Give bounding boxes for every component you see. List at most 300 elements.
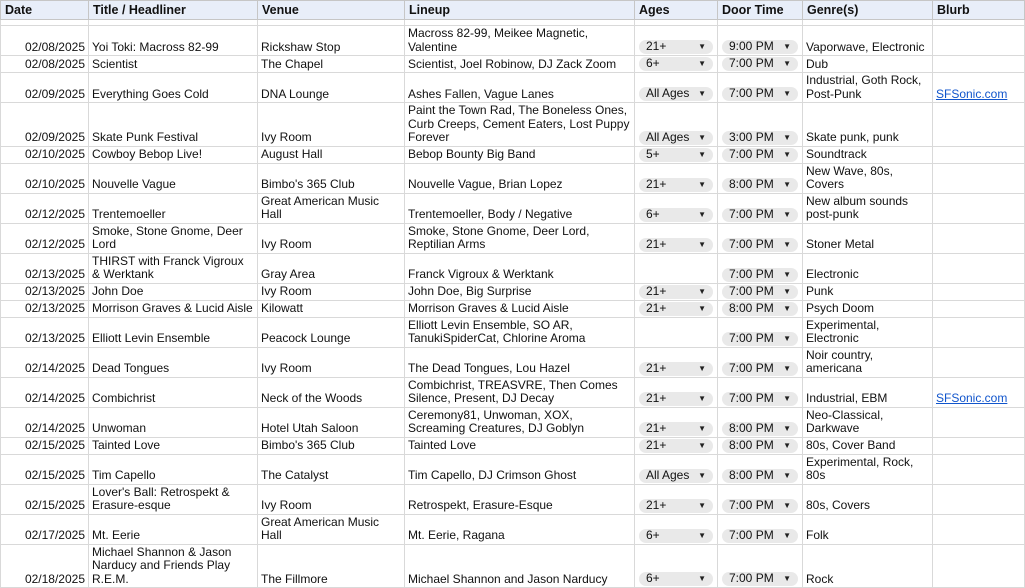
cell-blurb[interactable] <box>933 193 1025 223</box>
door-time-value: 7:00 PM <box>729 236 774 251</box>
table-row[interactable] <box>1 163 1025 193</box>
cell-genres[interactable]: Industrial, EBM <box>803 377 933 407</box>
header-date[interactable]: Date <box>1 1 89 20</box>
cell-title[interactable]: Michael Shannon & Jason Narducy and Friends Play R.E.M. <box>89 544 258 588</box>
ages-value: 21+ <box>646 390 667 405</box>
cell-genres[interactable]: Electronic <box>803 253 933 283</box>
cell-blurb[interactable] <box>933 253 1025 283</box>
cell-genres[interactable]: Punk <box>803 283 933 300</box>
cell-ages[interactable] <box>635 317 718 347</box>
table-row[interactable] <box>1 26 1025 56</box>
dropdown-arrow-icon[interactable]: ▼ <box>783 269 791 279</box>
table-row[interactable] <box>1 347 1025 377</box>
cell-date[interactable]: 02/15/2025 <box>1 454 89 484</box>
dropdown-arrow-icon[interactable]: ▼ <box>698 89 706 99</box>
door-time-value: 7:00 PM <box>729 206 774 221</box>
dropdown-arrow-icon[interactable]: ▼ <box>783 333 791 343</box>
ages-dropdown[interactable] <box>639 208 713 222</box>
cell-ages[interactable] <box>635 454 718 484</box>
cell-lineup[interactable]: Retrospekt, Erasure-Esque <box>405 484 635 514</box>
door-time-value: 7:00 PM <box>729 390 774 405</box>
cell-genres[interactable]: Experimental, Rock, 80s <box>803 454 933 484</box>
header-lineup[interactable]: Lineup <box>405 1 635 20</box>
ages-dropdown[interactable] <box>639 499 713 513</box>
dropdown-arrow-icon[interactable]: ▼ <box>783 393 791 403</box>
door-time-value: 7:00 PM <box>729 56 774 71</box>
cell-venue[interactable]: Peacock Lounge <box>258 317 405 347</box>
door-time-value: 7:00 PM <box>729 86 774 101</box>
dropdown-arrow-icon[interactable]: ▼ <box>783 423 791 433</box>
cell-title[interactable]: Dead Tongues <box>89 347 258 377</box>
door-time-value: 8:00 PM <box>729 420 774 435</box>
cell-lineup[interactable]: Smoke, Stone Gnome, Deer Lord, Reptilian Arms <box>405 223 635 253</box>
door-time-value: 9:00 PM <box>729 39 774 54</box>
dropdown-arrow-icon[interactable]: ▼ <box>783 286 791 296</box>
cell-blurb[interactable] <box>933 317 1025 347</box>
dropdown-arrow-icon[interactable]: ▼ <box>783 209 791 219</box>
ages-dropdown[interactable] <box>639 529 713 543</box>
cell-date[interactable]: 02/14/2025 <box>1 347 89 377</box>
cell-genres[interactable]: Rock <box>803 544 933 588</box>
cell-ages[interactable] <box>635 347 718 377</box>
dropdown-arrow-icon[interactable]: ▼ <box>698 423 706 433</box>
ages-value: 21+ <box>646 236 667 251</box>
cell-lineup[interactable]: John Doe, Big Surprise <box>405 283 635 300</box>
cell-lineup[interactable]: Franck Vigroux & Werktank <box>405 253 635 283</box>
cell-date[interactable]: 02/14/2025 <box>1 407 89 437</box>
cell-title[interactable]: Trentemoeller <box>89 193 258 223</box>
ages-value: 21+ <box>646 300 667 315</box>
dropdown-arrow-icon[interactable]: ▼ <box>783 59 791 69</box>
door-time-value: 8:00 PM <box>729 437 774 452</box>
cell-door-time[interactable] <box>718 484 803 514</box>
cell-blurb[interactable] <box>933 163 1025 193</box>
cell-blurb[interactable] <box>933 73 1025 103</box>
dropdown-arrow-icon[interactable]: ▼ <box>698 132 706 142</box>
door-time-dropdown[interactable] <box>722 362 798 376</box>
cell-genres[interactable]: Neo-Classical, Darkwave <box>803 407 933 437</box>
door-time-dropdown[interactable] <box>722 529 798 543</box>
door-time-dropdown[interactable] <box>722 439 798 453</box>
cell-blurb[interactable] <box>933 300 1025 317</box>
ages-value: All Ages <box>646 467 690 482</box>
cell-door-time[interactable] <box>718 223 803 253</box>
dropdown-arrow-icon[interactable]: ▼ <box>783 89 791 99</box>
blurb-link[interactable]: SFSonic.com <box>936 391 1008 405</box>
door-time-value: 8:00 PM <box>729 300 774 315</box>
cell-date[interactable]: 02/08/2025 <box>1 26 89 56</box>
door-time-value: 3:00 PM <box>729 129 774 144</box>
cell-title[interactable]: John Doe <box>89 283 258 300</box>
cell-lineup[interactable]: Tainted Love <box>405 437 635 454</box>
cell-title[interactable]: Morrison Graves & Lucid Aisle <box>89 300 258 317</box>
dropdown-arrow-icon[interactable]: ▼ <box>698 470 706 480</box>
cell-genres[interactable]: New Wave, 80s, Covers <box>803 163 933 193</box>
cell-door-time[interactable] <box>718 283 803 300</box>
cell-title[interactable]: Yoi Toki: Macross 82-99 <box>89 26 258 56</box>
header-blurb[interactable]: Blurb <box>933 1 1025 20</box>
blurb-link[interactable]: SFSonic.com <box>936 86 1008 101</box>
dropdown-arrow-icon[interactable]: ▼ <box>698 239 706 249</box>
ages-value: 21+ <box>646 437 667 452</box>
cell-ages[interactable] <box>635 253 718 283</box>
ages-value: All Ages <box>646 86 690 101</box>
ages-value: 6+ <box>646 527 660 542</box>
cell-blurb[interactable] <box>933 514 1025 544</box>
ages-dropdown[interactable] <box>639 131 713 145</box>
cell-title[interactable]: Elliott Levin Ensemble <box>89 317 258 347</box>
cell-venue[interactable]: Bimbo's 365 Club <box>258 163 405 193</box>
cell-door-time[interactable] <box>718 544 803 588</box>
dropdown-arrow-icon[interactable]: ▼ <box>698 209 706 219</box>
dropdown-arrow-icon[interactable]: ▼ <box>783 132 791 142</box>
door-time-dropdown[interactable] <box>722 469 798 483</box>
cell-ages[interactable] <box>635 193 718 223</box>
cell-lineup[interactable]: Ashes Fallen, Vague Lanes <box>405 73 635 103</box>
cell-genres[interactable]: Skate punk, punk <box>803 103 933 147</box>
dropdown-arrow-icon[interactable]: ▼ <box>698 363 706 373</box>
dropdown-arrow-icon[interactable]: ▼ <box>783 149 791 159</box>
cell-ages[interactable] <box>635 56 718 73</box>
cell-ages[interactable] <box>635 73 718 103</box>
header-title[interactable]: Title / Headliner <box>89 1 258 20</box>
cell-date[interactable]: 02/17/2025 <box>1 514 89 544</box>
door-time-dropdown[interactable] <box>722 285 798 299</box>
cell-door-time[interactable] <box>718 377 803 407</box>
cell-venue[interactable]: Great American Music Hall <box>258 193 405 223</box>
cell-title[interactable]: Skate Punk Festival <box>89 103 258 147</box>
cell-date[interactable]: 02/10/2025 <box>1 146 89 163</box>
table-row[interactable] <box>1 253 1025 283</box>
cell-blurb[interactable] <box>933 223 1025 253</box>
door-time-dropdown[interactable] <box>722 422 798 436</box>
cell-door-time[interactable] <box>718 103 803 147</box>
dropdown-arrow-icon[interactable]: ▼ <box>698 530 706 540</box>
cell-venue[interactable]: DNA Lounge <box>258 73 405 103</box>
cell-ages[interactable] <box>635 163 718 193</box>
cell-genres[interactable]: Industrial, Goth Rock, Post-Punk <box>803 73 933 103</box>
dropdown-arrow-icon[interactable]: ▼ <box>783 500 791 510</box>
cell-venue[interactable]: Ivy Room <box>258 103 405 147</box>
dropdown-arrow-icon[interactable]: ▼ <box>783 470 791 480</box>
cell-lineup[interactable]: Macross 82-99, Meikee Magnetic, Valentine <box>405 26 635 56</box>
ages-dropdown[interactable] <box>639 40 713 54</box>
dropdown-arrow-icon[interactable]: ▼ <box>698 42 706 52</box>
door-time-dropdown[interactable] <box>722 268 798 282</box>
ages-dropdown[interactable] <box>639 57 713 71</box>
ages-dropdown[interactable] <box>639 572 713 586</box>
cell-date[interactable]: 02/13/2025 <box>1 300 89 317</box>
ages-dropdown[interactable] <box>639 302 713 316</box>
door-time-dropdown[interactable] <box>722 238 798 252</box>
ages-dropdown[interactable] <box>639 392 713 406</box>
cell-door-time[interactable] <box>718 437 803 454</box>
cell-blurb[interactable] <box>933 283 1025 300</box>
cell-blurb[interactable] <box>933 437 1025 454</box>
cell-venue[interactable]: Ivy Room <box>258 283 405 300</box>
cell-title[interactable]: Cowboy Bebop Live! <box>89 146 258 163</box>
cell-genres[interactable]: Dub <box>803 56 933 73</box>
dropdown-arrow-icon[interactable]: ▼ <box>783 574 791 584</box>
dropdown-arrow-icon[interactable]: ▼ <box>698 393 706 403</box>
cell-genres[interactable]: Vaporwave, Electronic <box>803 26 933 56</box>
dropdown-arrow-icon[interactable]: ▼ <box>698 303 706 313</box>
cell-ages[interactable] <box>635 103 718 147</box>
cell-title[interactable]: Everything Goes Cold <box>89 73 258 103</box>
cell-date[interactable]: 02/12/2025 <box>1 193 89 223</box>
dropdown-arrow-icon[interactable]: ▼ <box>783 239 791 249</box>
cell-lineup[interactable]: Morrison Graves & Lucid Aisle <box>405 300 635 317</box>
door-time-dropdown[interactable] <box>722 148 798 162</box>
cell-blurb[interactable] <box>933 484 1025 514</box>
cell-door-time[interactable] <box>718 193 803 223</box>
cell-venue[interactable]: Ivy Room <box>258 223 405 253</box>
header-ages[interactable]: Ages <box>635 1 718 20</box>
dropdown-arrow-icon[interactable]: ▼ <box>783 42 791 52</box>
ages-dropdown[interactable] <box>639 439 713 453</box>
cell-venue[interactable]: Rickshaw Stop <box>258 26 405 56</box>
table-row[interactable] <box>1 544 1025 588</box>
cell-title[interactable]: Unwoman <box>89 407 258 437</box>
cell-venue[interactable]: The Fillmore <box>258 544 405 588</box>
door-time-dropdown[interactable] <box>722 302 798 316</box>
dropdown-arrow-icon[interactable]: ▼ <box>783 303 791 313</box>
cell-ages[interactable] <box>635 544 718 588</box>
dropdown-arrow-icon[interactable]: ▼ <box>783 363 791 373</box>
table-row[interactable] <box>1 103 1025 147</box>
ages-value: All Ages <box>646 129 690 144</box>
cell-lineup[interactable]: Elliott Levin Ensemble, SO AR, TanukiSpiderCat, Chlorine Aroma <box>405 317 635 347</box>
door-time-value: 7:00 PM <box>729 283 774 298</box>
door-time-value: 7:00 PM <box>729 330 774 345</box>
cell-date[interactable]: 02/13/2025 <box>1 317 89 347</box>
ages-dropdown[interactable] <box>639 422 713 436</box>
cell-door-time[interactable] <box>718 146 803 163</box>
cell-title[interactable]: Mt. Eerie <box>89 514 258 544</box>
cell-door-time[interactable] <box>718 407 803 437</box>
table-row[interactable] <box>1 146 1025 163</box>
dropdown-arrow-icon[interactable]: ▼ <box>698 59 706 69</box>
cell-venue[interactable]: August Hall <box>258 146 405 163</box>
ages-value: 21+ <box>646 39 667 54</box>
cell-venue[interactable]: Neck of the Woods <box>258 377 405 407</box>
cell-genres[interactable]: New album sounds post-punk <box>803 193 933 223</box>
cell-ages[interactable] <box>635 283 718 300</box>
cell-door-time[interactable] <box>718 514 803 544</box>
cell-date[interactable]: 02/08/2025 <box>1 56 89 73</box>
table-row[interactable] <box>1 407 1025 437</box>
door-time-dropdown[interactable] <box>722 57 798 71</box>
cell-genres[interactable]: Soundtrack <box>803 146 933 163</box>
door-time-value: 7:00 PM <box>729 497 774 512</box>
cell-door-time[interactable] <box>718 300 803 317</box>
cell-date[interactable]: 02/14/2025 <box>1 377 89 407</box>
cell-genres[interactable]: 80s, Covers <box>803 484 933 514</box>
cell-title[interactable]: Tainted Love <box>89 437 258 454</box>
cell-genres[interactable]: Noir country, americana <box>803 347 933 377</box>
cell-door-time[interactable] <box>718 317 803 347</box>
cell-lineup[interactable]: Scientist, Joel Robinow, DJ Zack Zoom <box>405 56 635 73</box>
table-row[interactable] <box>1 484 1025 514</box>
door-time-dropdown[interactable] <box>722 499 798 513</box>
cell-blurb[interactable] <box>933 544 1025 588</box>
dropdown-arrow-icon[interactable]: ▼ <box>698 286 706 296</box>
door-time-dropdown[interactable] <box>722 572 798 586</box>
cell-ages[interactable] <box>635 377 718 407</box>
door-time-dropdown[interactable] <box>722 178 798 192</box>
cell-lineup[interactable]: Trentemoeller, Body / Negative <box>405 193 635 223</box>
cell-blurb[interactable] <box>933 454 1025 484</box>
ages-dropdown[interactable] <box>639 285 713 299</box>
cell-title[interactable]: Nouvelle Vague <box>89 163 258 193</box>
ages-value: 6+ <box>646 571 660 586</box>
cell-genres[interactable]: Experimental, Electronic <box>803 317 933 347</box>
cell-genres[interactable]: Stoner Metal <box>803 223 933 253</box>
cell-venue[interactable]: Ivy Room <box>258 484 405 514</box>
door-time-dropdown[interactable] <box>722 131 798 145</box>
door-time-dropdown[interactable] <box>722 40 798 54</box>
ages-value: 21+ <box>646 420 667 435</box>
ages-dropdown[interactable] <box>639 469 713 483</box>
cell-ages[interactable] <box>635 484 718 514</box>
cell-title[interactable]: Tim Capello <box>89 454 258 484</box>
cell-lineup[interactable]: The Dead Tongues, Lou Hazel <box>405 347 635 377</box>
header-venue[interactable]: Venue <box>258 1 405 20</box>
cell-lineup[interactable]: Combichrist, TREASVRE, Then Comes Silence, Present, DJ Decay <box>405 377 635 407</box>
dropdown-arrow-icon[interactable]: ▼ <box>698 179 706 189</box>
cell-date[interactable]: 02/18/2025 <box>1 544 89 588</box>
dropdown-arrow-icon[interactable]: ▼ <box>783 440 791 450</box>
cell-blurb[interactable] <box>933 146 1025 163</box>
dropdown-arrow-icon[interactable]: ▼ <box>783 530 791 540</box>
cell-title[interactable]: Lover's Ball: Retrospekt & Erasure-esque <box>89 484 258 514</box>
cell-lineup[interactable]: Mt. Eerie, Ragana <box>405 514 635 544</box>
dropdown-arrow-icon[interactable]: ▼ <box>783 179 791 189</box>
cell-door-time[interactable] <box>718 26 803 56</box>
cell-venue[interactable]: The Catalyst <box>258 454 405 484</box>
table-row[interactable] <box>1 454 1025 484</box>
cell-ages[interactable] <box>635 437 718 454</box>
cell-venue[interactable]: Great American Music Hall <box>258 514 405 544</box>
cell-ages[interactable] <box>635 514 718 544</box>
table-row[interactable] <box>1 377 1025 407</box>
cell-title[interactable]: Combichrist <box>89 377 258 407</box>
cell-date[interactable]: 02/15/2025 <box>1 437 89 454</box>
cell-ages[interactable] <box>635 223 718 253</box>
cell-venue[interactable]: Ivy Room <box>258 347 405 377</box>
table-row[interactable] <box>1 223 1025 253</box>
cell-date[interactable]: 02/13/2025 <box>1 253 89 283</box>
cell-venue[interactable]: The Chapel <box>258 56 405 73</box>
door-time-value: 8:00 PM <box>729 467 774 482</box>
cell-blurb[interactable] <box>933 26 1025 56</box>
cell-ages[interactable] <box>635 300 718 317</box>
cell-door-time[interactable] <box>718 253 803 283</box>
ages-value: 21+ <box>646 497 667 512</box>
cell-lineup[interactable]: Nouvelle Vague, Brian Lopez <box>405 163 635 193</box>
cell-genres[interactable]: Psych Doom <box>803 300 933 317</box>
cell-lineup[interactable]: Ceremony81, Unwoman, XOX, Screaming Creatures, DJ Goblyn <box>405 407 635 437</box>
ages-dropdown[interactable] <box>639 87 713 101</box>
cell-date[interactable]: 02/09/2025 <box>1 73 89 103</box>
door-time-value: 7:00 PM <box>729 360 774 375</box>
door-time-dropdown[interactable] <box>722 332 798 346</box>
door-time-dropdown[interactable] <box>722 208 798 222</box>
cell-date[interactable]: 02/12/2025 <box>1 223 89 253</box>
header-door-time[interactable]: Door Time <box>718 1 803 20</box>
cell-door-time[interactable] <box>718 56 803 73</box>
ages-value: 21+ <box>646 360 667 375</box>
cell-venue[interactable]: Gray Area <box>258 253 405 283</box>
dropdown-arrow-icon[interactable]: ▼ <box>698 149 706 159</box>
cell-door-time[interactable] <box>718 454 803 484</box>
dropdown-arrow-icon[interactable]: ▼ <box>698 574 706 584</box>
cell-blurb[interactable] <box>933 56 1025 73</box>
table-row[interactable] <box>1 193 1025 223</box>
table-row[interactable] <box>1 437 1025 454</box>
cell-blurb[interactable] <box>933 347 1025 377</box>
cell-lineup[interactable]: Bebop Bounty Big Band <box>405 146 635 163</box>
cell-genres[interactable]: 80s, Cover Band <box>803 437 933 454</box>
cell-genres[interactable]: Folk <box>803 514 933 544</box>
header-row <box>1 1 1025 20</box>
cell-venue[interactable]: Bimbo's 365 Club <box>258 437 405 454</box>
door-time-dropdown[interactable] <box>722 87 798 101</box>
cell-date[interactable]: 02/15/2025 <box>1 484 89 514</box>
dropdown-arrow-icon[interactable]: ▼ <box>698 500 706 510</box>
door-time-value: 8:00 PM <box>729 176 774 191</box>
cell-date[interactable]: 02/10/2025 <box>1 163 89 193</box>
table-row[interactable] <box>1 73 1025 103</box>
ages-value: 6+ <box>646 56 660 71</box>
cell-blurb[interactable] <box>933 103 1025 147</box>
ages-dropdown[interactable] <box>639 178 713 192</box>
ages-dropdown[interactable] <box>639 148 713 162</box>
cell-title[interactable]: THIRST with Franck Vigroux & Werktank <box>89 253 258 283</box>
ages-dropdown[interactable] <box>639 238 713 252</box>
cell-lineup[interactable]: Tim Capello, DJ Crimson Ghost <box>405 454 635 484</box>
cell-title[interactable]: Scientist <box>89 56 258 73</box>
cell-title[interactable]: Smoke, Stone Gnome, Deer Lord <box>89 223 258 253</box>
ages-value: 21+ <box>646 176 667 191</box>
cell-ages[interactable] <box>635 407 718 437</box>
table-row[interactable] <box>1 283 1025 300</box>
cell-lineup[interactable]: Paint the Town Rad, The Boneless Ones, Curb Creeps, Cement Eaters, Lost Puppy Forever <box>405 103 635 147</box>
dropdown-arrow-icon[interactable]: ▼ <box>698 440 706 450</box>
cell-lineup[interactable]: Michael Shannon and Jason Narducy <box>405 544 635 588</box>
cell-blurb[interactable] <box>933 407 1025 437</box>
table-row[interactable] <box>1 317 1025 347</box>
cell-door-time[interactable] <box>718 347 803 377</box>
cell-ages[interactable] <box>635 146 718 163</box>
cell-door-time[interactable] <box>718 163 803 193</box>
door-time-value: 7:00 PM <box>729 146 774 161</box>
cell-date[interactable]: 02/13/2025 <box>1 283 89 300</box>
cell-ages[interactable] <box>635 26 718 56</box>
table-row[interactable] <box>1 300 1025 317</box>
cell-date[interactable]: 02/09/2025 <box>1 103 89 147</box>
cell-venue[interactable]: Hotel Utah Saloon <box>258 407 405 437</box>
cell-venue[interactable]: Kilowatt <box>258 300 405 317</box>
cell-door-time[interactable] <box>718 73 803 103</box>
table-row[interactable] <box>1 514 1025 544</box>
ages-dropdown[interactable] <box>639 362 713 376</box>
header-genres[interactable]: Genre(s) <box>803 1 933 20</box>
table-row[interactable] <box>1 56 1025 73</box>
door-time-dropdown[interactable] <box>722 392 798 406</box>
door-time-value: 7:00 PM <box>729 571 774 586</box>
cell-blurb[interactable] <box>933 377 1025 407</box>
